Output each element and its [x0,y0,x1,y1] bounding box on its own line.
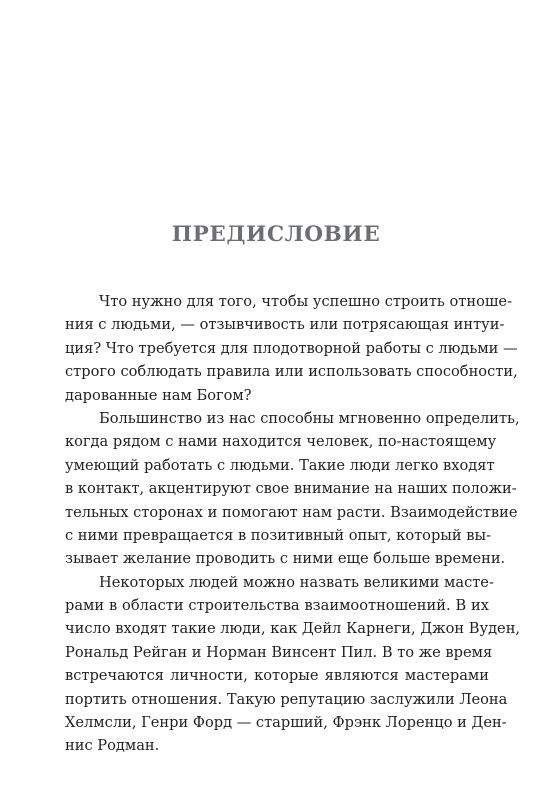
text-line: Что нужно для того, чтобы успешно строить отноше- [99,293,513,310]
text-line: встречаются личности, которые являются мастерами [65,667,489,685]
text-line: портить отношения. Такую репутацию заслужили Леона [65,690,508,708]
text-line: Хелмсли, Генри Форд — старший, Фрэнк Лоренцо и Ден- [65,714,507,732]
text-line: в контакт, акцентируют свое внимание на наших положи- [65,480,517,498]
text-line: умеющий работать с людьми. Такие люди легко входят [65,456,495,474]
text-line: с ними превращается в позитивный опыт, который вы- [65,526,492,544]
text-line: ния с людьми, — отзывчивость или потрясающая интуи- [65,316,505,334]
text-line: ция? Что требуется для плодотворной работы с людьми — [65,339,518,357]
page-title: ПРЕДИСЛОВИЕ [171,222,381,247]
body-text [65,290,521,758]
text-line: Большинство из нас способны мгновенно определить, [99,409,520,427]
paragraph-3 [65,571,521,758]
text-line: рами в области строительства взаимоотношений. В их [65,597,489,615]
text-line: нис Родман. [65,737,160,755]
text-line: дарованные нам Богом? [65,386,252,404]
text-line: тельных сторонах и помогают нам расти. Взаимодействие [65,503,518,521]
paragraph-1 [65,290,518,407]
paragraph-2 [65,407,520,571]
text-line: Рональд Рейган и Норман Винсент Пил. В то же время [65,643,493,661]
text-line: Некоторых людей можно назвать великими масте- [99,573,494,591]
text-line: когда рядом с нами находится человек, по-настоящему [65,433,497,451]
text-line: зывает желание проводить с ними еще больше времени. [65,550,506,568]
text-line: строго соблюдать правила или использовать способности, [65,363,518,381]
text-line: число входят такие люди, как Дейл Карнеги, Джон Вуден, [65,620,521,638]
